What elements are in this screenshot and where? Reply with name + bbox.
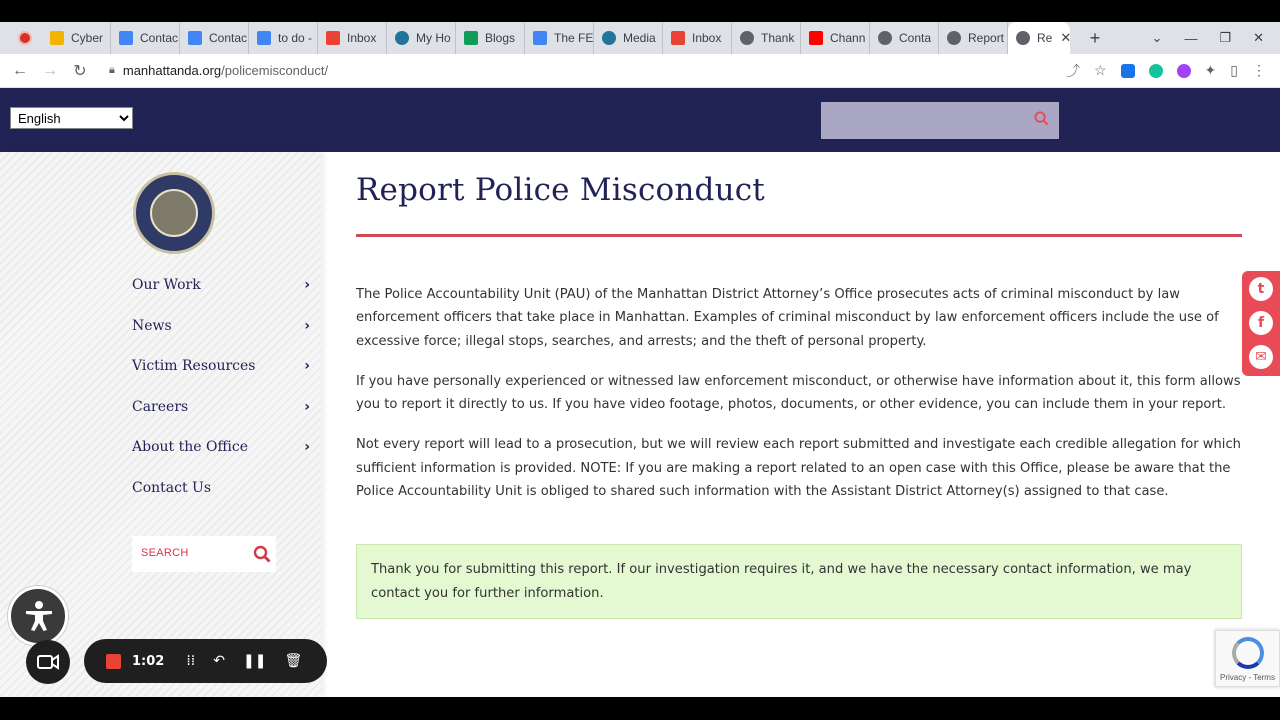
pause-icon[interactable]: ❚❚: [242, 653, 267, 669]
google-docs-icon: [188, 31, 202, 45]
side-panel-icon[interactable]: ▯: [1230, 62, 1238, 78]
gmail-icon: [326, 31, 340, 45]
sidebar-item-label: News: [132, 317, 172, 334]
extension-plus-icon[interactable]: [1121, 64, 1135, 78]
sidebar-item-victim-resources[interactable]: [132, 346, 310, 387]
reload-icon[interactable]: ↻: [73, 62, 87, 80]
grammarly-icon[interactable]: [1149, 64, 1163, 78]
wordpress-icon: [602, 31, 616, 45]
note-paragraph: Not every report will lead to a prosecution, but we will review each report submitted and investigate each credible allegation for which sufficient information is provided. NOTE: If you are making a report related to an open case with this Office, please be aware that the Police Accountability Unit is obliged to shared such information with the Assistant District Attorney(s) assigned to that case.: [356, 437, 1241, 500]
tab[interactable]: [387, 22, 456, 54]
delete-icon[interactable]: 🗑︎: [284, 653, 303, 669]
tab[interactable]: [663, 22, 732, 54]
tab-label: Inbox: [347, 31, 377, 45]
tab[interactable]: [180, 22, 249, 54]
site-seal-icon: [947, 31, 961, 45]
new-tab-button[interactable]: +: [1089, 27, 1101, 48]
google-drive-icon: [464, 31, 478, 45]
success-message: Thank you for submitting this report. If our investigation requires it, and we have the necessary contact information, we may contact you for further information.: [356, 544, 1242, 619]
sidebar-item-label: Victim Resources: [132, 358, 256, 375]
tab[interactable]: [939, 22, 1008, 54]
site-seal-icon: [1016, 31, 1030, 45]
sidebar-item-careers[interactable]: [132, 387, 310, 428]
recaptcha-badge[interactable]: [1215, 630, 1280, 687]
chevron-right-icon[interactable]: ›: [304, 317, 310, 334]
tab-label: Media: [623, 31, 656, 45]
tab-search-icon[interactable]: ⌄: [1151, 30, 1163, 45]
tab-label: The FE: [554, 31, 594, 45]
share-rail: [1242, 271, 1280, 376]
close-tab-icon[interactable]: ✕: [1060, 30, 1072, 45]
tab[interactable]: [732, 22, 801, 54]
youtube-icon: [809, 31, 823, 45]
site-header: [0, 88, 1280, 152]
gmail-icon: [671, 31, 685, 45]
tab-label: Contac: [209, 31, 248, 45]
google-docs-icon: [119, 31, 133, 45]
intro-paragraph: The Police Accountability Unit (PAU) of the Manhattan District Attorney’s Office prosecutes acts of criminal misconduct by law enforcement officers that take place in Manhattan. Examples of criminal misconduct by law enforcement officers include the use of excessive force; illegal stops, searches, and arrests; and the theft of personal property.: [356, 287, 1219, 349]
url-path: /policemisconduct/: [221, 63, 329, 78]
main-content: [356, 152, 1242, 619]
tab-label: Contac: [140, 31, 179, 45]
recaptcha-icon: [1232, 637, 1264, 669]
chevron-right-icon[interactable]: ›: [304, 439, 310, 456]
sidebar-item-label: Careers: [132, 398, 189, 415]
sidebar-item-label: About the Office: [132, 439, 248, 456]
tab[interactable]: [42, 22, 111, 54]
tab-label: Report: [968, 31, 1005, 45]
tab[interactable]: [318, 22, 387, 54]
close-window-icon[interactable]: ✕: [1253, 30, 1264, 45]
chevron-right-icon[interactable]: ›: [304, 277, 310, 294]
minimize-icon[interactable]: —: [1184, 30, 1198, 46]
google-drive-icon: [50, 31, 64, 45]
sidebar-item-about-the-office[interactable]: [132, 427, 310, 468]
wordpress-icon: [395, 31, 409, 45]
recaptcha-terms[interactable]: Privacy - Terms: [1220, 673, 1275, 682]
tab[interactable]: [249, 22, 318, 54]
site-seal-icon: [878, 31, 892, 45]
sidebar-menu: [132, 265, 310, 508]
sidebar-search-input[interactable]: [132, 536, 276, 572]
grid-drag-icon[interactable]: ⁞⁞: [186, 653, 196, 669]
browser-window: [0, 22, 1280, 697]
google-docs-icon: [533, 31, 547, 45]
address-bar[interactable]: [101, 57, 1066, 85]
extensions-puzzle-icon[interactable]: ✦: [1204, 62, 1217, 78]
language-select[interactable]: [10, 107, 133, 129]
header-search-input[interactable]: [821, 102, 1059, 139]
undo-icon[interactable]: ↶: [213, 653, 225, 669]
tab-label: Blogs: [485, 31, 516, 45]
sidebar-item-our-work[interactable]: [132, 265, 310, 306]
recording-indicator-icon: [20, 33, 30, 43]
instructions-paragraph: If you have personally experienced or witnessed law enforcement misconduct, or otherwise have information about it, this form allows you to report it directly to us. If you have video footage, photos, documents, or other evidence, you can include them in your report.: [356, 373, 1241, 413]
tab-label: Chann: [830, 31, 866, 45]
sidebar-item-contact-us[interactable]: [132, 468, 310, 509]
tab-active[interactable]: [1008, 22, 1070, 54]
tab[interactable]: [456, 22, 525, 54]
extension-flower-icon[interactable]: [1177, 64, 1191, 78]
da-seal-logo[interactable]: [133, 172, 215, 254]
sidebar-item-news[interactable]: [132, 306, 310, 347]
screen-recorder-bar: [84, 639, 327, 683]
page-title: Report Police Misconduct: [356, 172, 765, 208]
facebook-icon[interactable]: f: [1249, 311, 1273, 335]
tab-label: Thank: [761, 31, 795, 45]
tab[interactable]: [870, 22, 939, 54]
tab-label: My Ho: [416, 31, 451, 45]
tab-label: Re: [1037, 31, 1053, 45]
bookmark-star-icon[interactable]: ☆: [1093, 62, 1107, 78]
sidebar-item-label: Our Work: [132, 277, 201, 294]
email-icon[interactable]: ✉: [1249, 345, 1273, 369]
search-icon[interactable]: [1034, 111, 1049, 126]
sidebar-item-label: Contact Us: [132, 479, 212, 496]
tab-label: Cyber: [71, 31, 104, 45]
lock-icon: 🔒︎: [109, 64, 115, 76]
accessibility-person-icon: [24, 600, 54, 632]
globe-icon: [740, 31, 754, 45]
back-icon[interactable]: ←: [12, 61, 28, 79]
tab-strip: [0, 22, 1280, 54]
twitter-icon[interactable]: t: [1249, 277, 1273, 301]
tab[interactable]: [594, 22, 663, 54]
title-divider: [356, 234, 1242, 237]
tab[interactable]: [111, 22, 180, 54]
camera-toggle-button[interactable]: [26, 640, 70, 684]
tab-label: Inbox: [692, 31, 722, 45]
search-placeholder: SEARCH: [141, 547, 189, 559]
forward-icon[interactable]: →: [42, 61, 58, 79]
search-icon[interactable]: [253, 545, 271, 563]
google-docs-icon: [257, 31, 271, 45]
tab[interactable]: [801, 22, 870, 54]
browser-toolbar: [0, 54, 1280, 88]
url-domain: manhattanda.org: [122, 63, 222, 78]
tab-label: to do -: [278, 31, 313, 45]
chevron-right-icon[interactable]: ›: [304, 358, 310, 375]
tab[interactable]: [525, 22, 594, 54]
video-camera-icon: [26, 640, 70, 684]
tab-label: Conta: [899, 31, 932, 45]
share-page-icon[interactable]: ⤴: [1065, 62, 1080, 79]
stop-recording-button[interactable]: [106, 654, 121, 669]
recording-timer: 1:02: [132, 653, 165, 669]
chevron-right-icon[interactable]: ›: [304, 398, 310, 415]
accessibility-button[interactable]: [8, 586, 68, 646]
restore-icon[interactable]: ❐: [1219, 30, 1232, 45]
browser-menu-icon[interactable]: ⋮: [1252, 62, 1266, 78]
